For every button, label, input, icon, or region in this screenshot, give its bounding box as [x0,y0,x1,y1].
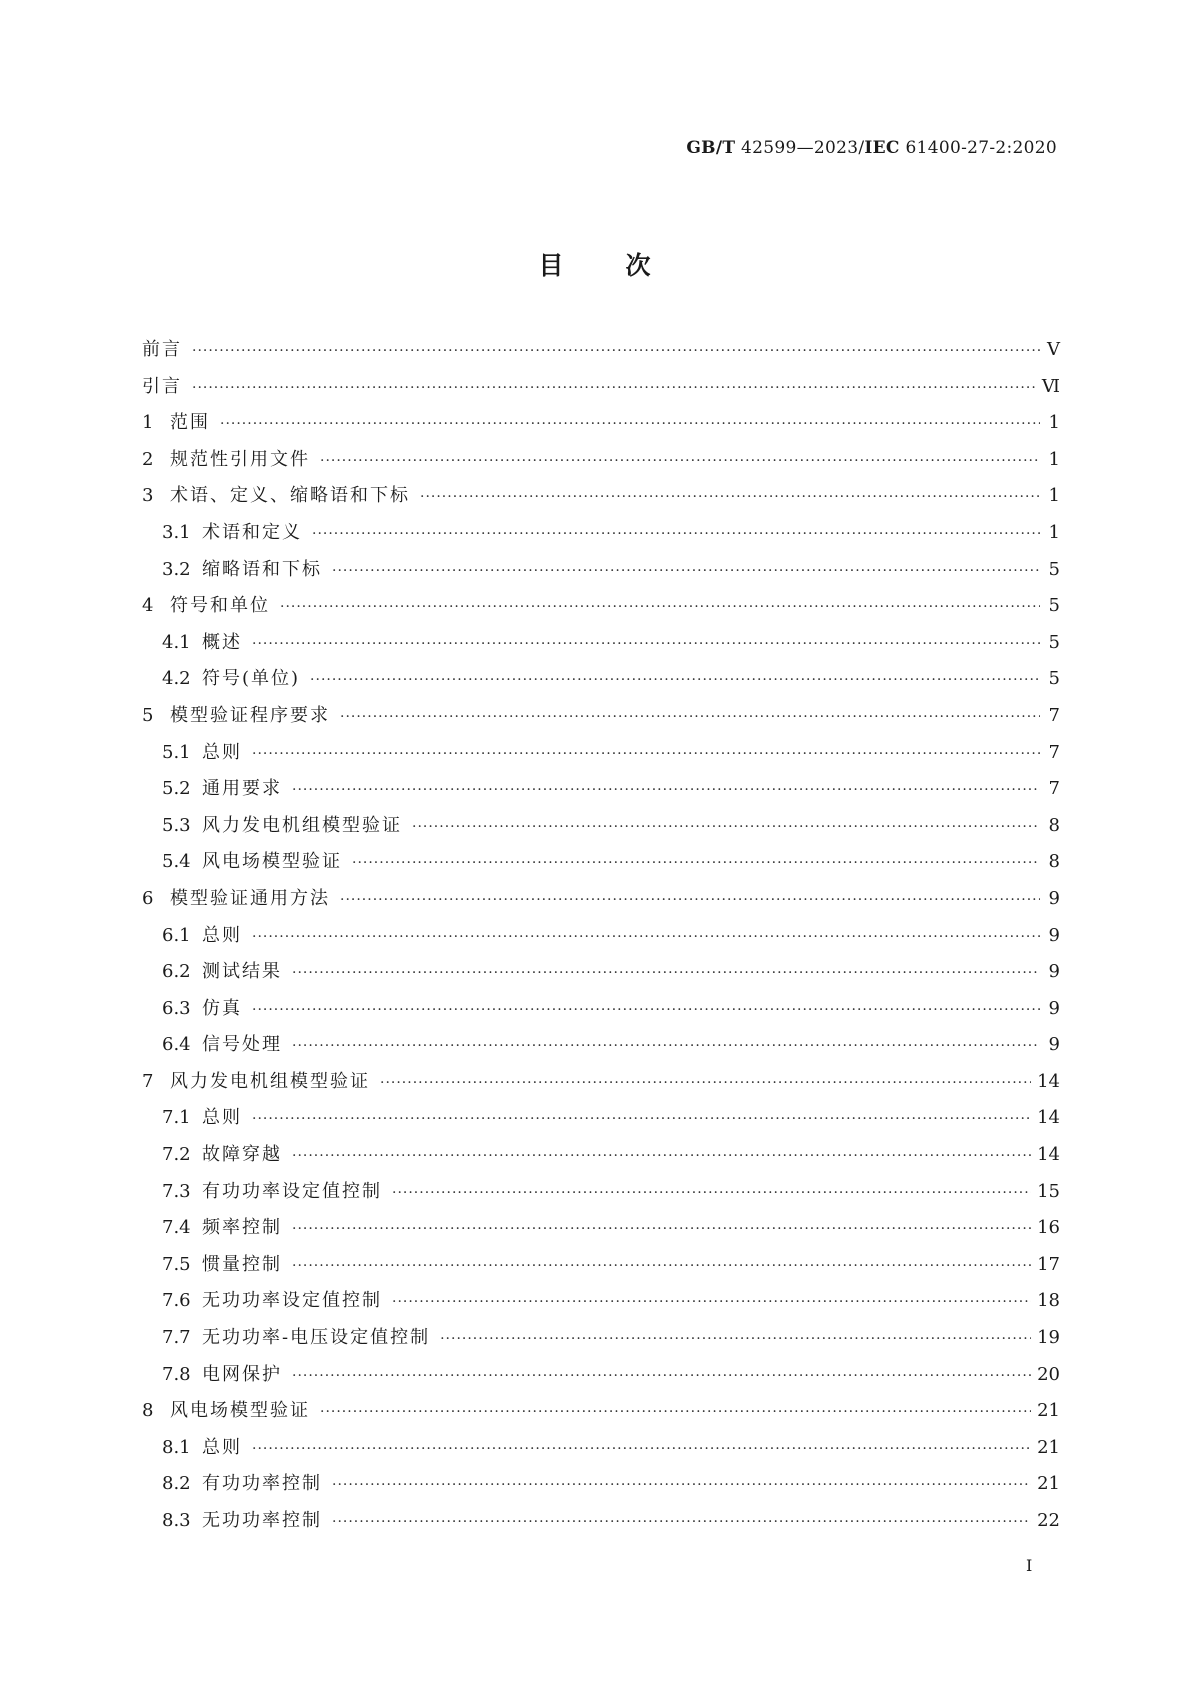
toc-entry-number: 2 [142,448,154,470]
toc-entry[interactable] [142,1396,1060,1433]
toc-entry[interactable] [142,1213,1060,1250]
toc-entry[interactable] [142,1067,1060,1104]
toc-entry-label: 总则 [202,924,242,946]
toc-entry[interactable] [142,1250,1060,1287]
toc-entry-number: 7.4 [162,1217,191,1239]
toc-entry-number: 6.2 [162,961,191,983]
toc-entry-number: 5.2 [162,778,191,800]
toc-entry-page: 9 [1048,1034,1060,1056]
toc-entry-page: 7 [1048,704,1060,726]
toc-entry-label: 有功功率设定值控制 [202,1180,382,1202]
toc-entry-number: 7.3 [162,1180,191,1202]
toc-entry-page: 1 [1048,412,1060,434]
std-number: 42599 [741,138,797,158]
toc-entry[interactable] [142,408,1060,445]
toc-entry-number: 7.7 [162,1327,191,1349]
toc-entry-page: 17 [1037,1253,1060,1275]
toc-entry-label: 符号和单位 [170,595,270,617]
toc-entry-page: 1 [1048,521,1060,543]
toc-entry-number: 5.4 [162,851,191,873]
toc-entry-label: 无功功率设定值控制 [202,1290,382,1312]
toc-dot-leader [192,380,1036,396]
toc-dot-leader [280,599,1040,615]
toc-entry[interactable] [142,957,1060,994]
toc-entry-page: 21 [1037,1400,1060,1422]
toc-dot-leader [380,1075,1031,1091]
toc-entry-number: 7.8 [162,1363,191,1385]
toc-entry-page: 7 [1048,778,1060,800]
toc-entry-label: 风电场模型验证 [170,1400,310,1422]
toc-entry-page: 21 [1037,1436,1060,1458]
toc-entry[interactable] [142,884,1060,921]
toc-entry-page: 15 [1037,1180,1060,1202]
toc-entry-label: 无功功率-电压设定值控制 [202,1327,431,1349]
std-year: —2023/ [796,138,865,158]
toc-dot-leader [292,1221,1031,1237]
toc-dot-leader [420,489,1040,505]
toc-entry-page: 5 [1048,631,1060,653]
toc-entry-page: 9 [1048,887,1060,909]
toc-dot-leader [292,1148,1031,1164]
toc-dot-leader [252,1111,1031,1127]
toc-dot-leader [252,1441,1031,1457]
toc-entry-label: 电网保护 [202,1363,282,1385]
toc-dot-leader [252,1002,1040,1018]
toc-entry[interactable] [142,994,1060,1031]
toc-dot-leader [292,1368,1031,1384]
toc-entry-number: 5.3 [162,814,191,836]
toc-entry-label: 符号(单位) [202,668,301,690]
toc-entry-page: V [1047,339,1060,360]
toc-entry-label: 测试结果 [202,961,282,983]
toc-entry[interactable] [142,664,1060,701]
toc-dot-leader [312,526,1040,542]
toc-dot-leader [310,672,1040,688]
toc-entry-label: 仿真 [202,997,242,1019]
toc-entry-label: 风电场模型验证 [202,851,342,873]
toc-dot-leader [292,1038,1040,1054]
toc-entry-label: 概述 [202,631,242,653]
toc-entry-number: 6.1 [162,924,191,946]
toc-entry-number: 7.5 [162,1253,191,1275]
toc-entry-label: 术语和定义 [202,521,302,543]
toc-entry-page: 7 [1048,741,1060,763]
page-title: 目次 [538,251,713,280]
toc-entry-label: 引言 [142,375,182,397]
toc-entry-label: 故障穿越 [202,1144,282,1166]
toc-entry-number: 7 [142,1070,154,1092]
toc-entry[interactable] [142,1433,1060,1470]
toc-entry-number: 5.1 [162,741,191,763]
toc-entry[interactable] [142,1177,1060,1214]
toc-entry-page: 21 [1037,1473,1060,1495]
toc-dot-leader [320,453,1040,469]
toc-dot-leader [320,1404,1031,1420]
toc-entry[interactable] [142,628,1060,665]
toc-entry-number: 6.3 [162,997,191,1019]
toc-dot-leader [292,782,1040,798]
toc-entry-label: 风力发电机组模型验证 [170,1070,370,1092]
toc-entry-number: 7.6 [162,1290,191,1312]
toc-entry-page: 16 [1037,1217,1060,1239]
toc-dot-leader [332,1477,1031,1493]
toc-entry-page: 20 [1037,1363,1060,1385]
toc-dot-leader [440,1331,1031,1347]
toc-entry[interactable] [142,921,1060,958]
toc-entry-label: 频率控制 [202,1217,282,1239]
toc-entry-label: 模型验证通用方法 [170,887,330,909]
toc-entry-label: 规范性引用文件 [170,448,310,470]
toc-entry[interactable] [142,1469,1060,1506]
toc-entry-label: 前言 [142,339,182,360]
toc-dot-leader [292,965,1040,981]
toc-entry-label: 总则 [202,741,242,763]
toc-dot-leader [412,819,1040,835]
toc-entry-page: 22 [1037,1510,1060,1531]
toc-dot-leader [292,1258,1031,1274]
iec-number: 61400-27-2:2020 [905,138,1057,158]
toc-entry[interactable] [142,1323,1060,1360]
toc-dot-leader [252,929,1040,945]
toc-entry[interactable] [142,591,1060,628]
toc-entry[interactable] [142,1286,1060,1323]
toc-entry-number: 4.1 [162,631,191,653]
toc-entry-page: 9 [1048,961,1060,983]
toc-entry-page: 14 [1037,1107,1060,1129]
document-header [686,138,1057,158]
toc-entry-page: 1 [1048,485,1060,507]
toc-entry[interactable] [142,335,1060,372]
toc-entry[interactable] [142,1360,1060,1397]
toc-entry[interactable] [142,372,1060,409]
toc-entry[interactable] [142,1506,1060,1543]
toc-entry-page: 9 [1048,997,1060,1019]
toc-entry-page: Ⅵ [1041,375,1060,397]
toc-entry-number: 6.4 [162,1034,191,1056]
toc-entry-number: 8.1 [162,1436,191,1458]
toc-entry-number: 4.2 [162,668,191,690]
toc-entry-number: 8 [142,1400,154,1422]
toc-entry-number: 8.3 [162,1510,191,1531]
toc-dot-leader [392,1185,1031,1201]
toc-entry-label: 总则 [202,1107,242,1129]
toc-dot-leader [340,709,1040,725]
table-of-contents [142,335,1060,1543]
toc-entry-page: 18 [1037,1290,1060,1312]
toc-entry[interactable] [142,847,1060,884]
toc-dot-leader [252,746,1040,762]
toc-entry-label: 信号处理 [202,1034,282,1056]
toc-entry-label: 有功功率控制 [202,1473,322,1495]
toc-dot-leader [352,855,1040,871]
toc-entry[interactable] [142,481,1060,518]
std-code: GB/T [686,138,736,158]
toc-entry-page: 1 [1048,448,1060,470]
toc-entry-number: 1 [142,412,154,434]
toc-entry[interactable] [142,445,1060,482]
toc-entry-number: 5 [142,704,154,726]
toc-entry-label: 总则 [202,1436,242,1458]
toc-entry[interactable] [142,811,1060,848]
page-number: Ⅰ [1026,1556,1033,1575]
toc-dot-leader [340,892,1040,908]
toc-entry[interactable] [142,1030,1060,1067]
toc-dot-leader [332,1514,1031,1530]
toc-entry-page: 5 [1048,595,1060,617]
toc-entry-number: 6 [142,887,154,909]
toc-entry-number: 3 [142,485,154,507]
toc-entry-number: 4 [142,595,154,617]
toc-entry-page: 19 [1037,1327,1060,1349]
toc-entry[interactable] [142,1103,1060,1140]
toc-entry-number: 7.2 [162,1144,191,1166]
toc-entry[interactable] [142,738,1060,775]
toc-entry-page: 8 [1048,814,1060,836]
toc-entry-label: 缩略语和下标 [202,558,322,580]
toc-entry-page: 9 [1048,924,1060,946]
toc-entry-page: 14 [1037,1144,1060,1166]
toc-dot-leader [252,636,1040,652]
toc-entry-page: 8 [1048,851,1060,873]
iec-code: IEC [864,138,900,158]
toc-entry-number: 3.2 [162,558,191,580]
toc-dot-leader [392,1294,1031,1310]
toc-entry-label: 模型验证程序要求 [170,704,330,726]
toc-entry[interactable] [142,701,1060,738]
toc-entry[interactable] [142,1140,1060,1177]
toc-entry[interactable] [142,774,1060,811]
toc-entry-label: 通用要求 [202,778,282,800]
toc-entry-page: 14 [1037,1070,1060,1092]
toc-entry[interactable] [142,555,1060,592]
toc-entry-label: 惯量控制 [202,1253,282,1275]
toc-dot-leader [220,416,1040,432]
toc-entry-label: 术语、定义、缩略语和下标 [170,485,410,507]
toc-entry-label: 无功功率控制 [202,1510,322,1531]
toc-entry-label: 风力发电机组模型验证 [202,814,402,836]
toc-entry-page: 5 [1048,668,1060,690]
toc-entry-label: 范围 [170,412,210,434]
toc-entry[interactable] [142,518,1060,555]
toc-dot-leader [332,563,1040,579]
toc-entry-page: 5 [1048,558,1060,580]
toc-entry-number: 3.1 [162,521,191,543]
toc-entry-number: 8.2 [162,1473,191,1495]
toc-dot-leader [192,343,1040,359]
toc-entry-number: 7.1 [162,1107,191,1129]
